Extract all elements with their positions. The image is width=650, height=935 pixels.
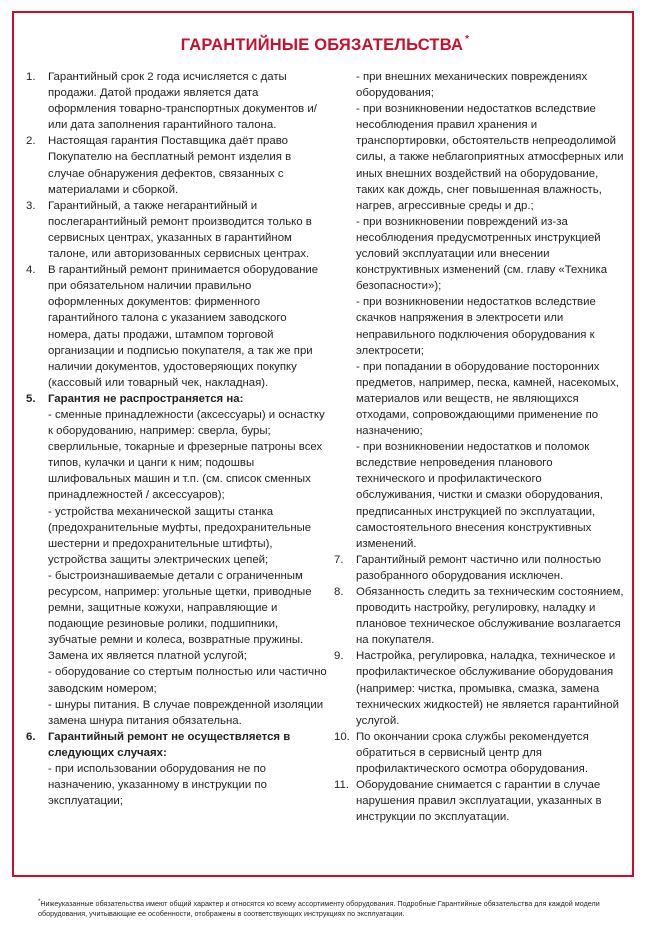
sub-item: - при возникновении недостатков вследствие несоблюдения правил хранения и транспортировки, обстоятельств непреодолимой силы, а также неблагоприятных атмосферных или иных внешних воздействий на оборудование, таких как дождь, снег повышенная влажность, нагрев, агрессивные среды и др.; — [356, 103, 624, 212]
sub-item: - при возникновении недостатков вследствие скачков напряжения в электросети или неправильного подключения оборудования к электросети; — [356, 296, 596, 357]
sub-item: - шнуры питания. В случае поврежденной изоляции замена шнура питания обязательна. — [48, 698, 324, 727]
item-number: 8. — [334, 586, 344, 598]
sub-item: - при попадании в оборудование посторонних предметов, например, песка, камней, насекомых, материалов или веществ, не являющихся отходами, сопровождающими применение по назначению; — [356, 360, 619, 438]
item-text: Гарантийный срок 2 года исчисляется с даты продажи. Датой продажи является дата оформления товарно-транспортных документов и/или дата заполнения гарантийного талона. — [48, 71, 317, 132]
list-item — [334, 584, 624, 648]
list-item — [334, 777, 624, 825]
list-item — [334, 648, 624, 728]
list-item — [334, 552, 624, 584]
item-number: 2. — [26, 135, 36, 148]
item-text: По окончании срока службы рекомендуется обратиться в сервисный центр для профилактического осмотра оборудования. — [356, 730, 589, 776]
sub-item: - при внешних механических повреждениях оборудования; — [356, 71, 588, 100]
list-item — [26, 198, 328, 262]
item-text: Гарантийный ремонт частично или полностью разобранного оборудования исключен. — [356, 553, 601, 582]
page-title: ГАРАНТИЙНЫЕ ОБЯЗАТЕЛЬСТВА * — [180, 34, 470, 54]
list-item — [26, 133, 328, 197]
sub-item: - оборудование со стертым полностью или частично заводским номером; — [48, 666, 327, 695]
title-footnote-mark: * — [465, 34, 470, 45]
item-text: Настройка, регулировка, наладка, техническое и профилактическое обслуживание оборудования (например: чистка, промывка, смазка, замена технических жидкостей) не является гарантийной услугой. — [356, 650, 619, 727]
item-text: Оборудование снимается с гарантии в случае нарушения правил эксплуатации, указанных в инструкции по эксплуатации. — [356, 779, 602, 824]
item-number: 1. — [26, 71, 36, 83]
list-item — [26, 69, 328, 133]
list-item-exclusions — [26, 391, 328, 407]
sub-item: - при возникновении повреждений из-за несоблюдения предусмотренных инструкцией условий эксплуатации или внесении конструктивных изменений (см. главу «Техника безопасности»); — [356, 215, 608, 293]
item-text: В гарантийный ремонт принимается оборудование при обязательном наличии правильно оформленных документов: фирменного гарантийного талона с указанием заводского номера, даты продажи, штампом торговой организации и подписью покупателя, а так же при наличии документов, удостоверяющих покупку (кассовый или товарный чек, накладная). — [48, 264, 319, 389]
item-number: 7. — [334, 553, 344, 566]
item-text: Настоящая гарантия Поставщика даёт право Покупателю на бесплатный ремонт изделия в случае обнаружения дефектов, связанных с материалами и сборкой. — [48, 135, 292, 196]
sub-item: - сменные принадлежности (аксессуары) и оснастку к оборудованию, например: сверла, буры; сверлильные, токарные и фрезерные патроны всех типов, кулачки и цанги к ним; подошвы шлифовальных машин и т.п. (см. список сменных принадлежностей / аксессуаров); — [48, 408, 325, 502]
item-number: 11. — [334, 779, 349, 792]
footnote-mark: * — [38, 899, 41, 905]
list-item-not-covered-cases — [26, 729, 328, 761]
item-number: 9. — [334, 650, 344, 663]
footnote-text: Нижеуказанные обязательства имеют общий характер и относятся ко всему ассортименту оборудования. Подробные Гарантийные обязательства для каждой модели оборудования, учитывающие ее особенности, отображены в соответствующих инструкциях по эксплуатации. — [38, 899, 600, 919]
footnote — [38, 897, 628, 920]
item-text: Обязанность следить за техническим состоянием, проводить настройку, регулировку, наладку и плановое техническое обслуживание возлагается на покупателя. — [356, 586, 624, 647]
item-number: 3. — [26, 199, 36, 212]
sub-item: - быстроизнашиваемые детали с ограниченным ресурсом, например: угольные щетки, приводные ремни, защитные кожухи, направляющие и подающие резиновые ролики, подшипники, зубчатые ремни и колеса, возвратные пружины. Замена их является платной услугой; — [48, 569, 312, 663]
item-heading: Гарантия не распространяется на: — [48, 392, 244, 405]
item-number: 5. — [26, 392, 36, 405]
sub-item: - устройства механической защиты станка (предохранительные муфты, предохранительные шестерни и предохранительные штифты), устройства защиты электрических цепей; — [48, 505, 312, 566]
list-item — [26, 262, 328, 391]
right-column — [334, 69, 624, 825]
item-number: 4. — [26, 264, 36, 277]
sub-item: - при возникновении недостатков и поломок вследствие непроведения планового технического и профилактического обслуживания, чистки и смазки оборудования, предписанных инструкцией по эксплуатации, самостоятельного внесения конструктивных изменений. — [356, 441, 603, 550]
item-number: 10. — [334, 730, 350, 743]
item-heading: Гарантийный ремонт не осуществляется в следующих случаях: — [48, 730, 291, 759]
sub-item: - при использовании оборудования не по назначению, указанному в инструкции по эксплуатации; — [48, 763, 267, 808]
left-column — [26, 69, 328, 809]
list-item — [334, 729, 624, 777]
item-number: 6. — [26, 730, 36, 743]
item-text: Гарантийный, а также негарантийный и послегарантийный ремонт производится только в сервисных центрах, указанных в гарантийном талоне, или авторизованных сервисных центрах. — [48, 199, 312, 261]
